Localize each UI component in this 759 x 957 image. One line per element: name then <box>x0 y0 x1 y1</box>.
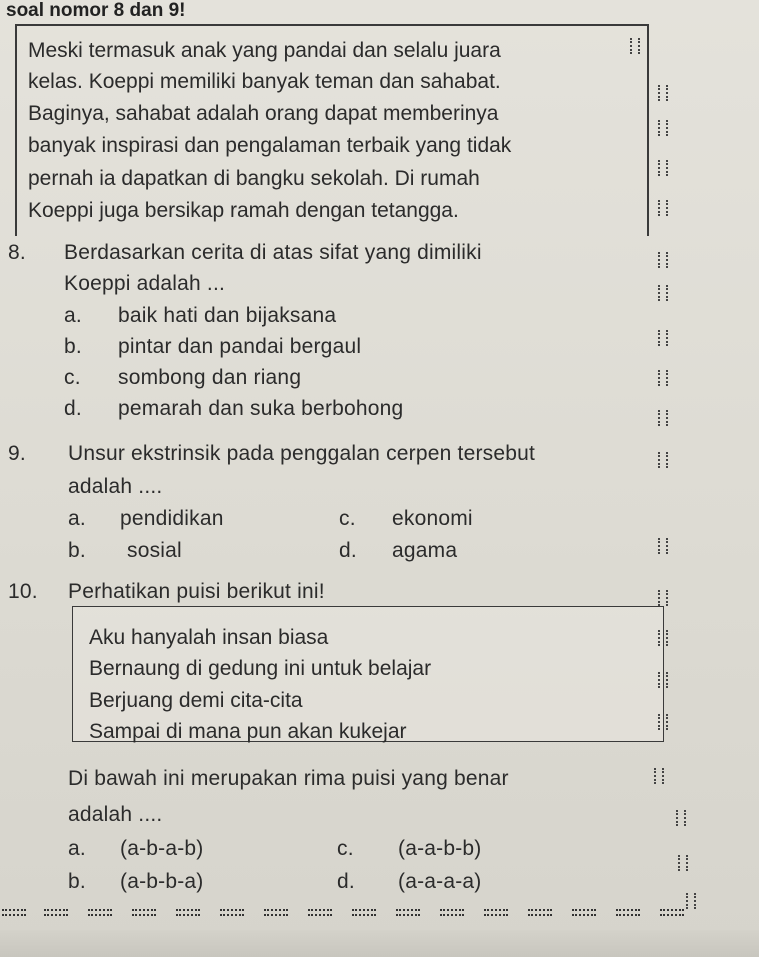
q8-option-d: pemarah dan suka berbohong <box>118 397 404 420</box>
q9-option-letter: a. <box>68 507 86 530</box>
cut-dash <box>616 909 640 916</box>
cut-dash <box>352 909 376 916</box>
cut-dash <box>528 909 552 916</box>
q8-option-b: pintar dan pandai bergaul <box>118 335 362 358</box>
cut-dash <box>308 909 332 916</box>
passage-line: Meski termasuk anak yang pandai dan selalu juara <box>28 39 501 62</box>
binding-mark <box>676 810 686 826</box>
cut-dash <box>484 909 508 916</box>
q9-number: 9. <box>8 442 26 465</box>
binding-mark <box>678 855 688 871</box>
q10-option-c: (a-a-b-b) <box>398 837 482 860</box>
cut-dash <box>440 909 464 916</box>
poem-line: Aku hanyalah insan biasa <box>89 626 329 649</box>
q8-text-line2: Koeppi adalah ... <box>64 272 226 295</box>
binding-mark <box>658 85 668 101</box>
binding-mark <box>658 630 668 646</box>
binding-mark <box>654 768 664 784</box>
passage-line: banyak inspirasi dan pengalaman terbaik yang tidak <box>28 134 512 157</box>
q10-option-letter: d. <box>337 870 355 893</box>
passage-box <box>15 24 649 236</box>
q8-text-line1: Berdasarkan cerita di atas sifat yang dimiliki <box>64 241 482 264</box>
cut-line <box>0 905 700 919</box>
q9-option-letter: b. <box>68 539 86 562</box>
q9-text-line2: adalah .... <box>68 475 163 498</box>
passage-line: Baginya, sahabat adalah orang dapat memberinya <box>28 102 499 125</box>
passage-line: pernah ia dapatkan di bangku sekolah. Di rumah <box>28 167 480 190</box>
binding-mark <box>658 370 668 386</box>
q10-number: 10. <box>8 580 38 603</box>
q8-option-letter: c. <box>64 366 81 389</box>
q9-option-letter: d. <box>339 539 357 562</box>
poem-line: Sampai di mana pun akan kukejar <box>89 720 407 743</box>
cut-dash <box>396 909 420 916</box>
binding-mark <box>658 590 668 606</box>
q8-option-letter: b. <box>64 335 82 358</box>
cut-dash <box>88 909 112 916</box>
q10-option-b: (a-b-b-a) <box>120 870 204 893</box>
q10-option-d: (a-a-a-a) <box>398 870 482 893</box>
q9-text-line1: Unsur ekstrinsik pada penggalan cerpen tersebut <box>68 442 536 465</box>
cut-dash <box>176 909 200 916</box>
binding-mark <box>658 120 668 136</box>
q9-option-d: agama <box>392 539 458 562</box>
header-text: soal nomor 8 dan 9! <box>6 0 186 21</box>
binding-mark <box>658 252 668 268</box>
q10-option-letter: c. <box>337 837 354 860</box>
q8-option-letter: a. <box>64 304 82 327</box>
q8-option-letter: d. <box>64 397 82 420</box>
binding-mark <box>658 200 668 216</box>
passage-line: Koeppi juga bersikap ramah dengan tetangga. <box>28 199 459 222</box>
poem-line: Bernaung di gedung ini untuk belajar <box>89 657 432 680</box>
binding-mark <box>658 160 668 176</box>
cut-dash <box>572 909 596 916</box>
cut-dash <box>264 909 288 916</box>
binding-mark <box>658 330 668 346</box>
binding-mark <box>658 285 668 301</box>
q10-text-line1: Di bawah ini merupakan rima puisi yang benar <box>68 767 509 790</box>
q10-option-a: (a-b-a-b) <box>120 837 204 860</box>
q9-option-a: pendidikan <box>120 507 224 530</box>
poem-line: Berjuang demi cita-cita <box>89 689 303 712</box>
binding-mark <box>658 452 668 468</box>
binding-mark <box>658 672 668 688</box>
binding-mark <box>658 410 668 426</box>
q9-option-c: ekonomi <box>392 507 473 530</box>
q8-number: 8. <box>8 241 26 264</box>
q9-option-letter: c. <box>339 507 356 530</box>
poem-box <box>72 606 664 742</box>
page-bottom-edge <box>0 930 759 957</box>
q9-option-b: sosial <box>127 539 182 562</box>
q10-option-letter: a. <box>68 837 86 860</box>
q8-option-a: baik hati dan bijaksana <box>118 304 337 327</box>
binding-mark <box>658 538 668 554</box>
cut-dash <box>2 909 26 916</box>
binding-mark <box>658 714 668 730</box>
binding-mark <box>630 38 640 54</box>
passage-line: kelas. Koeppi memiliki banyak teman dan sahabat. <box>28 70 501 93</box>
cut-dash <box>132 909 156 916</box>
cut-dash <box>220 909 244 916</box>
q10-intro: Perhatikan puisi berikut ini! <box>68 580 325 603</box>
q10-text-line2: adalah .... <box>68 803 163 826</box>
cut-dash <box>44 909 68 916</box>
q10-option-letter: b. <box>68 870 86 893</box>
q8-option-c: sombong dan riang <box>118 366 302 389</box>
cut-dash <box>660 909 684 916</box>
